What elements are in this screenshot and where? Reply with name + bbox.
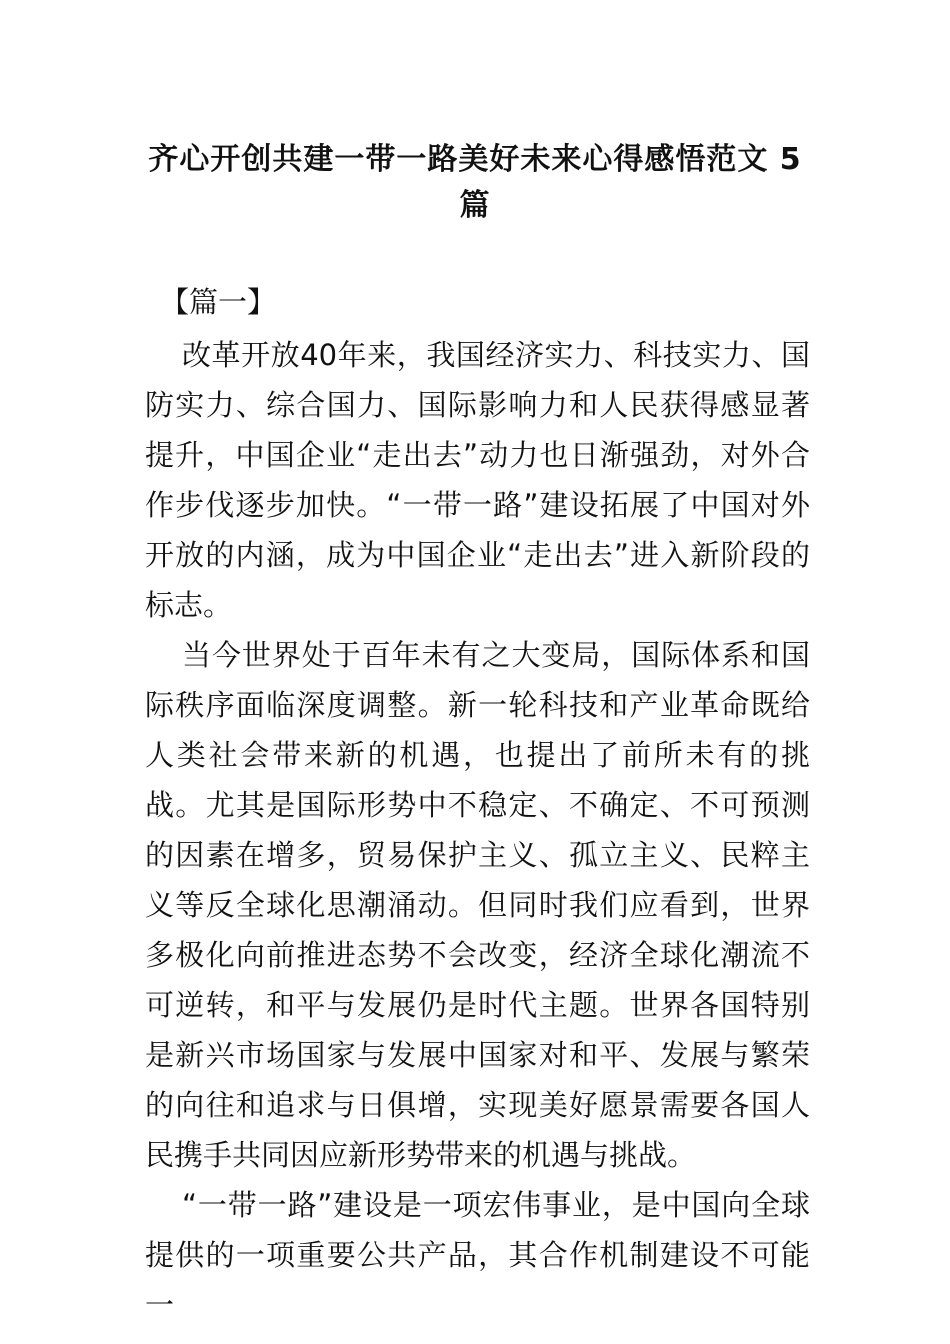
document-title-line-1: 齐心开创共建一带一路美好未来心得感悟范文 5 <box>148 142 802 177</box>
paragraph-2: 当今世界处于百年未有之大变局，国际体系和国际秩序面临深度调整。新一轮科技和产业革命既给人类社会带来新的机遇，也提出了前所未有的挑战。尤其是国际形势中不稳定、不确定、不可预测的因素在增多，贸易保护主义、孤立主义、民粹主义等反全球化思潮涌动。但同时我们应看到，世界多极化向前推进态势不会改变，经济全球化潮流不可逆转，和平与发展仍是时代主题。世界各国特别是新兴市场国家与发展中国家对和平、发展与繁荣的向往和追求与日俱增，实现美好愿景需要各国人民携手共同因应新形势带来的机遇与挑战。 <box>145 638 810 1172</box>
paragraph-3: “一带一路”建设是一项宏伟事业，是中国向全球提供的一项重要公共产品，其合作机制建设不可能一 <box>145 1188 810 1322</box>
paragraph-1: 改革开放40年来，我国经济实力、科技实力、国防实力、综合国力、国际影响力和人民获得感显著提升，中国企业“走出去”动力也日渐强劲，对外合作步伐逐步加快。“一带一路”建设拓展了中国对外开放的内涵，成为中国企业“走出去”进入新阶段的标志。 <box>145 338 810 622</box>
section-label: 【篇一】 <box>160 285 277 319</box>
document-title-line-2: 篇 <box>459 188 491 223</box>
document-body <box>145 330 810 1330</box>
